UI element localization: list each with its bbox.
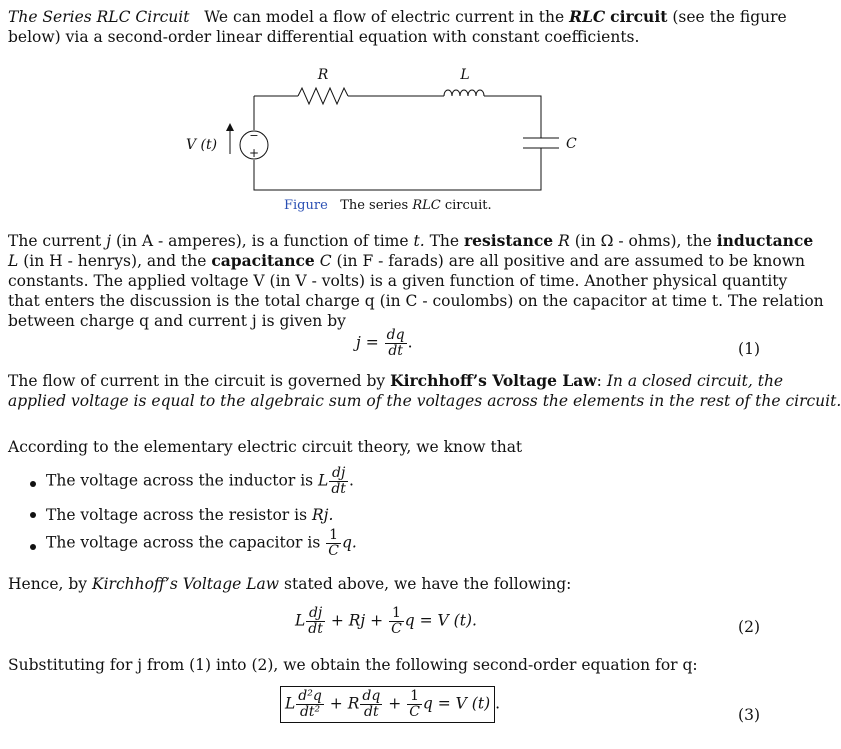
figure-word: Figure: [284, 198, 328, 213]
term-inductance: inductance: [716, 231, 814, 250]
hence-line: [8, 574, 571, 594]
eq1-tail: .: [407, 333, 413, 352]
eq3-box: [280, 686, 495, 723]
law-name: Kirchhoff’s Voltage Law: [92, 575, 280, 593]
colon: :: [596, 372, 602, 390]
eq1-lhs: j =: [356, 333, 379, 352]
para1-line-5: between charge q and current j is given by: [8, 312, 346, 330]
eq2-number: (2): [738, 618, 760, 636]
term-kvl: Kirchhoff’s Voltage Law: [390, 371, 597, 390]
frac-den: C: [409, 704, 420, 720]
para1-line-4: that enters the discussion is the total charge q (in C - coulombs) on the capacitor at time t. The relation: [8, 292, 824, 310]
var-l: L: [285, 694, 296, 713]
minus-sign: −: [249, 129, 259, 142]
term-capacitance: capacitance: [211, 251, 315, 270]
frac-num: 1: [326, 528, 341, 544]
eq3-number: (3): [738, 706, 760, 724]
frac-den: dt: [331, 481, 346, 497]
theory-line: According to the elementary electric circuit theory, we know that: [8, 438, 523, 456]
label-v: V (t): [186, 137, 218, 153]
bullet-capacitor: [46, 528, 357, 559]
intro-rlc: RLC: [569, 7, 606, 26]
var-l: L: [318, 471, 329, 490]
eq3-frac-2: [360, 689, 382, 720]
eq1-den: dt: [388, 343, 403, 359]
var-j: j: [106, 232, 112, 250]
intro-line-2: below) via a second-order linear differential equation with constant coefficients.: [8, 28, 640, 46]
eq1-number: (1): [738, 340, 760, 358]
bullet-dot: [30, 512, 36, 518]
bullet-fraction: [326, 528, 341, 559]
intro-lead: We can model a flow of electric current in the: [204, 8, 565, 26]
bottom-wire: [254, 148, 541, 190]
bullet-resistor: [46, 505, 333, 525]
label-c: C: [566, 136, 577, 152]
intro-circuit: circuit: [610, 7, 668, 26]
eq2-mid: + Rj +: [330, 611, 384, 630]
expr-rj: Rj.: [311, 506, 334, 524]
tail: .: [348, 471, 354, 490]
section-title: The Series RLC Circuit: [8, 8, 190, 26]
eq3-frac-3: [407, 689, 422, 720]
eq3-period: .: [495, 694, 501, 713]
frac-num: dj: [329, 466, 348, 482]
caption-pre: The series: [340, 198, 409, 213]
bullet-fraction: [329, 466, 348, 497]
bullet-text: The voltage across the resistor is: [46, 506, 308, 524]
equation-3: [280, 686, 500, 723]
bullet-dot: [30, 481, 36, 487]
var-l: L: [295, 611, 306, 630]
bullet-dot: [30, 544, 36, 550]
intro-line-1: [8, 7, 787, 27]
text: The flow of current in the circuit is governed by: [8, 372, 386, 390]
eq3-frac-1: [296, 689, 324, 720]
frac-den: C: [391, 621, 402, 637]
var-l: L: [8, 252, 19, 270]
text: stated above, we have the following:: [284, 575, 572, 593]
para1-line-2: [8, 251, 805, 271]
rlc-circuit-diagram: [0, 60, 794, 200]
kirchhoff-line-1: [8, 371, 783, 391]
eq3-mid-1: + R: [329, 694, 360, 713]
plus-sign: +: [248, 146, 260, 160]
kirchhoff-line-2: applied voltage is equal to the algebraic sum of the voltages across the elements in the rest of the circuit.: [8, 392, 841, 410]
var-c: C: [319, 252, 332, 270]
eq3-mid-2: +: [388, 694, 402, 713]
label-l: L: [460, 67, 470, 83]
para1-line-1: [8, 231, 813, 251]
var-t: t.: [413, 232, 425, 250]
text: (in F - farads) are all positive and are assumed to be known: [336, 252, 805, 270]
frac-num: dj: [306, 606, 325, 622]
text: (in H - henrys), and the: [23, 252, 207, 270]
eq2-tail: q = V (t).: [404, 611, 477, 630]
equation-1: [356, 328, 413, 359]
term-resistance: resistance: [464, 231, 554, 250]
frac-num: d²q: [298, 688, 322, 704]
eq3-tail: q = V (t): [422, 694, 491, 713]
caption-post: circuit.: [444, 198, 492, 213]
var-r: R: [558, 232, 570, 250]
eq1-fraction: [385, 328, 407, 359]
top-wire-right: [484, 96, 541, 138]
bullet-inductor: [46, 466, 354, 497]
frac-num: 1: [407, 689, 422, 705]
text: (in A - amperes), is a function of time: [115, 232, 409, 250]
text: The: [429, 232, 460, 250]
bullet-text: The voltage across the inductor is: [46, 471, 314, 490]
caption-rlc: RLC: [412, 198, 441, 213]
text: The current: [8, 232, 102, 250]
frac-den: dt: [308, 621, 323, 637]
law-statement-start: In a closed circuit, the: [606, 372, 784, 390]
bullet-text: The voltage across the capacitor is: [46, 533, 321, 552]
para1-line-3: constants. The applied voltage V (in V - volts) is a given function of time. Another physical quantity: [8, 272, 788, 290]
frac-den: C: [328, 543, 339, 559]
frac-num: dq: [362, 688, 381, 704]
inductor-coil: [444, 90, 484, 96]
eq1-num: dq: [386, 327, 405, 343]
substitution-line: Substituting for j from (1) into (2), we obtain the following second-order equation for q:: [8, 656, 698, 674]
eq2-frac-1: [306, 606, 325, 637]
text: Hence, by: [8, 575, 88, 593]
frac-num: 1: [389, 606, 404, 622]
equation-2: [295, 606, 477, 637]
resistor-zigzag: [298, 88, 348, 104]
frac-den: dt: [364, 704, 379, 720]
text: (in Ω - ohms), the: [574, 232, 712, 250]
eq2-frac-2: [389, 606, 404, 637]
tail: q.: [341, 533, 357, 552]
voltage-arrow-head: [226, 123, 234, 131]
intro-see: (see the figure: [672, 8, 787, 26]
label-r: R: [317, 67, 329, 83]
frac-den: dt²: [299, 704, 321, 720]
figure-caption: [284, 196, 492, 216]
